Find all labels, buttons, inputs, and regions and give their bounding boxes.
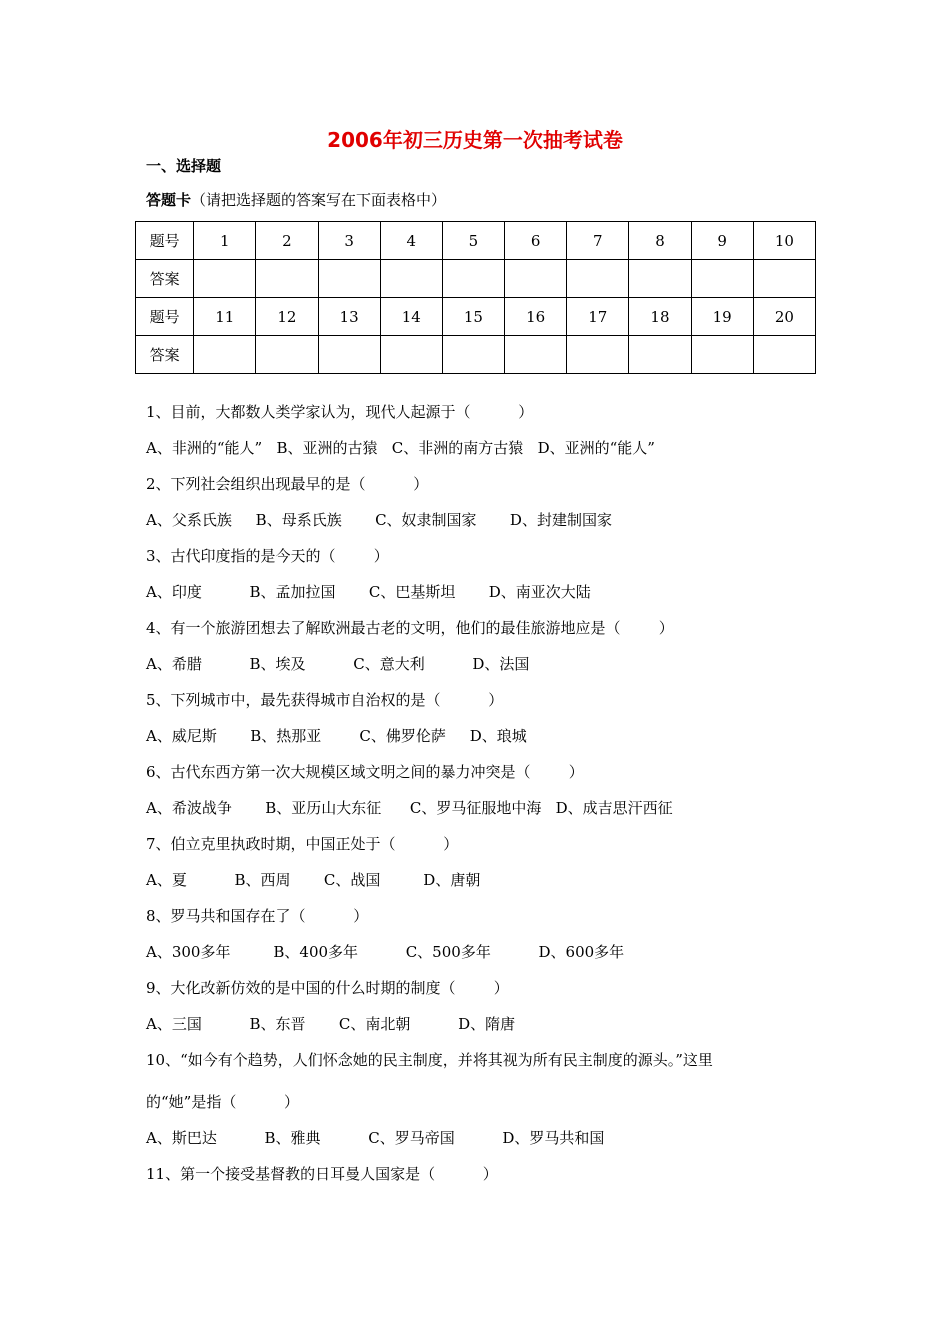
answer-cell[interactable] [380, 260, 442, 298]
question-5: 5、下列城市中，最先获得城市自治权的是（ ） [146, 691, 504, 709]
question-7: 7、伯立克里执政时期，中国正处于（ ） [146, 835, 459, 853]
table-row [136, 336, 816, 374]
row-label-answer: 答案 [136, 260, 194, 298]
question-number: 16 [505, 298, 567, 336]
options-7: A、夏 B、西周 C、战国 D、唐朝 [146, 871, 481, 889]
answer-cell[interactable] [629, 336, 691, 374]
answer-cell[interactable] [318, 260, 380, 298]
table-row [136, 222, 816, 260]
question-number: 5 [442, 222, 504, 260]
question-list [146, 398, 826, 1196]
question-2: 2、下列社会组织出现最早的是（ ） [146, 475, 429, 493]
question-number: 11 [194, 298, 256, 336]
row-label-number: 题号 [136, 222, 194, 260]
question-number: 13 [318, 298, 380, 336]
answer-cell[interactable] [194, 336, 256, 374]
question-9: 9、大化改新仿效的是中国的什么时期的制度（ ） [146, 979, 509, 997]
answer-cell[interactable] [194, 260, 256, 298]
question-number: 1 [194, 222, 256, 260]
answer-cell[interactable] [256, 336, 318, 374]
question-number: 2 [256, 222, 318, 260]
options-10: A、斯巴达 B、雅典 C、罗马帝国 D、罗马共和国 [146, 1129, 605, 1147]
question-number: 19 [691, 298, 753, 336]
question-number: 3 [318, 222, 380, 260]
answer-cell[interactable] [691, 336, 753, 374]
answer-cell[interactable] [380, 336, 442, 374]
table-row [136, 298, 816, 336]
answer-cell[interactable] [505, 336, 567, 374]
answer-cell[interactable] [256, 260, 318, 298]
answer-table [135, 221, 816, 374]
question-number: 17 [567, 298, 629, 336]
question-number: 12 [256, 298, 318, 336]
answer-cell[interactable] [753, 260, 815, 298]
question-number: 15 [442, 298, 504, 336]
question-number: 4 [380, 222, 442, 260]
answer-cell[interactable] [753, 336, 815, 374]
question-6: 6、古代东西方第一次大规模区域文明之间的暴力冲突是（ ） [146, 763, 584, 781]
options-8: A、300多年 B、400多年 C、500多年 D、600多年 [146, 943, 625, 961]
row-label-answer: 答案 [136, 336, 194, 374]
answer-cell[interactable] [691, 260, 753, 298]
question-3: 3、古代印度指的是今天的（ ） [146, 547, 389, 565]
options-9: A、三国 B、东晋 C、南北朝 D、隋唐 [146, 1015, 516, 1033]
question-11: 11、第一个接受基督教的日耳曼人国家是（ ） [146, 1165, 498, 1183]
answer-card-heading [146, 189, 446, 210]
answer-cell[interactable] [505, 260, 567, 298]
question-number: 7 [567, 222, 629, 260]
answer-cell[interactable] [567, 260, 629, 298]
answer-cell[interactable] [318, 336, 380, 374]
options-2: A、父系氏族 B、母系氏族 C、奴隶制国家 D、封建制国家 [146, 511, 612, 529]
row-label-number: 题号 [136, 298, 194, 336]
section-heading: 一、选择题 [146, 157, 222, 175]
question-number: 14 [380, 298, 442, 336]
question-number: 9 [691, 222, 753, 260]
answer-cell[interactable] [442, 336, 504, 374]
options-4: A、希腊 B、埃及 C、意大利 D、法国 [146, 655, 530, 673]
page-title: 2006年初三历史第一次抽考试卷 [327, 128, 623, 152]
question-number: 8 [629, 222, 691, 260]
question-number: 10 [753, 222, 815, 260]
question-8: 8、罗马共和国存在了（ ） [146, 907, 369, 925]
question-10-line-1: 10、“如今有个趋势，人们怀念她的民主制度，并将其视为所有民主制度的源头。”这里 [146, 1051, 713, 1069]
question-4: 4、有一个旅游团想去了解欧洲最古老的文明，他们的最佳旅游地应是（ ） [146, 619, 674, 637]
question-number: 6 [505, 222, 567, 260]
options-3: A、印度 B、孟加拉国 C、巴基斯坦 D、南亚次大陆 [146, 583, 591, 601]
options-6: A、希波战争 B、亚历山大东征 C、罗马征服地中海 D、成吉思汗西征 [146, 799, 673, 817]
question-10-line-2: 的“她”是指（ ） [146, 1093, 300, 1111]
options-5: A、威尼斯 B、热那亚 C、佛罗伦萨 D、琅城 [146, 727, 527, 745]
answer-card-label: 答题卡 [146, 191, 192, 209]
table-row [136, 260, 816, 298]
answer-cell[interactable] [442, 260, 504, 298]
answer-cell[interactable] [567, 336, 629, 374]
options-1: A、非洲的“能人” B、亚洲的古猿 C、非洲的南方古猿 D、亚洲的“能人” [146, 439, 655, 457]
question-number: 20 [753, 298, 815, 336]
question-1: 1、目前，大都数人类学家认为，现代人起源于（ ） [146, 403, 534, 421]
answer-card-note: （请把选择题的答案写在下面表格中） [191, 191, 447, 209]
answer-cell[interactable] [629, 260, 691, 298]
question-number: 18 [629, 298, 691, 336]
